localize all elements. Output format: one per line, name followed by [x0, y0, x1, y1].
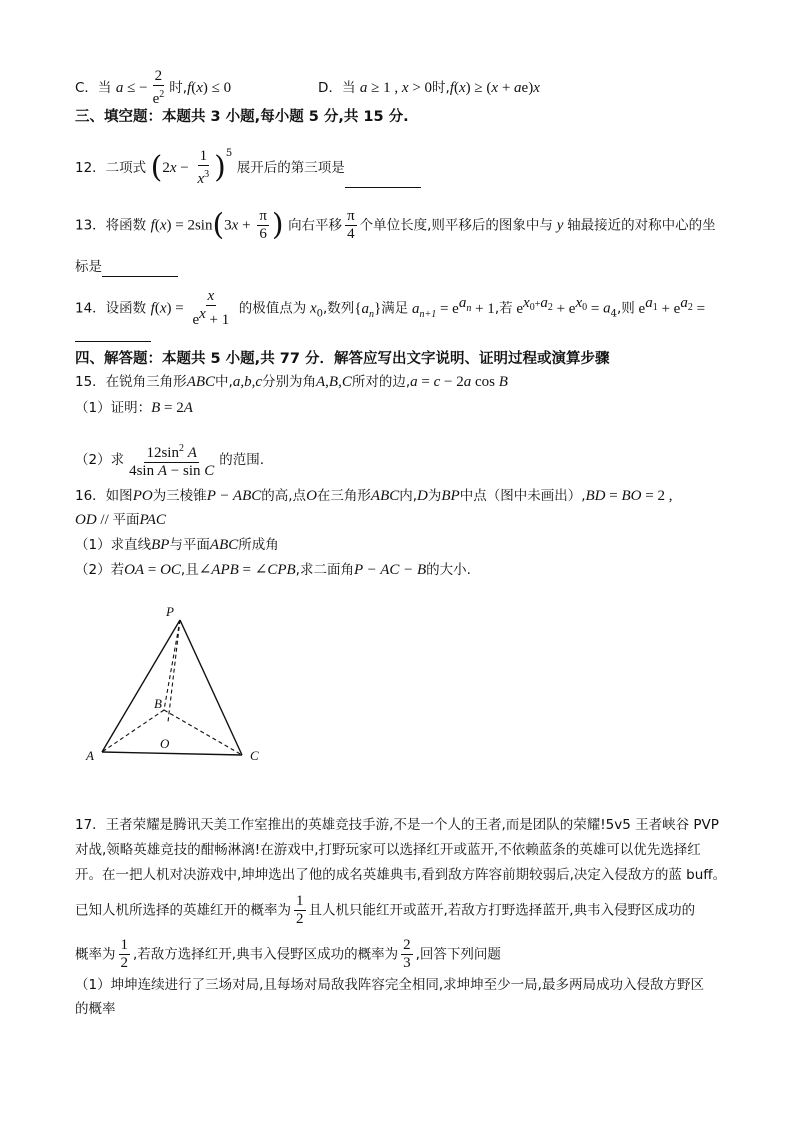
label-b: B	[154, 696, 162, 711]
q17-line5: 概率为 $\frac{1}{2}$ ,若敌方选择红开,典韦入侵野区成功的概率为 $\frac{2}{3}$ ,回答下列问题	[75, 937, 501, 971]
q14: 14．设函数 f(x) = $\frac{x}{e^x + 1}$ 的极值点为 $x_0$,数列$\{a_n\}$满足 $a_{n+1} = e^{a_n} + 1$,若 $e^{x_0+a_2} + e^{x_0} = a_4$,则 $e^{a_1} + e^{a_2}$ =	[75, 288, 706, 328]
q12: 12．二项式 (2x − $\frac{1}{x^3}$ )$^5$ 展开后的第三项是	[75, 148, 421, 188]
answer-blank[interactable]	[75, 327, 151, 342]
fraction: $\frac{2}{e^2}$	[152, 68, 165, 107]
q16-line2: OD // 平面PAC	[75, 512, 166, 528]
label-o: O	[160, 736, 170, 751]
option-d-label: D．当	[318, 80, 356, 96]
q13: 13．将函数 f(x) = 2sin(3x + $\frac{\pi}{6}$ ) 向右平移 $\frac{\pi}{4}$ 个单位长度,则平移后的图象中与 y 轴最接近的对称中心的坐	[75, 207, 716, 243]
pyramid-figure	[80, 600, 280, 770]
q15-part2: （2）求 $\frac{12\sin^2 A}{\text{4sin A − sin C}}$ 的范围.	[75, 440, 264, 480]
option-c-label: C．当	[75, 80, 112, 96]
label-p: P	[166, 604, 174, 619]
q17-line1: 17．王者荣耀是腾讯天美工作室推出的英雄竞技手游,不是一个人的王者,而是团队的荣耀!5v5 王者峡谷 PVP	[75, 817, 719, 833]
q17-line3: 开。在一把人机对决游戏中,坤坤选出了他的成名英雄典韦,看到敌方阵容前期较弱后,决定入侵敌方的蓝 buff。	[75, 867, 727, 883]
q14-line2	[75, 322, 151, 342]
answer-blank[interactable]	[345, 173, 421, 188]
edge-pa	[102, 620, 180, 752]
q15: 15．在锐角三角形ABC中,a,b,c分别为角A,B,C所对的边,a = c − 2a cos B	[75, 374, 508, 390]
height-po	[168, 620, 180, 722]
edge-ac	[102, 752, 242, 755]
section4-title: 四、解答题：本题共 5 小题,共 77 分．解答应写出文字说明、证明过程或演算步骤	[75, 351, 610, 367]
q17-line4: 已知人机所选择的英雄红开的概率为 $\frac{1}{2}$ 且人机只能红开或蓝开,若敌方打野选择蓝开,典韦入侵野区成功的	[75, 893, 696, 927]
q17-line2: 对战,领略英雄竞技的酣畅淋漓!在游戏中,打野玩家可以选择红开或蓝开,不依赖蓝条的英雄可以优先选择红	[75, 842, 701, 858]
q13-line2: 标是	[75, 257, 178, 277]
q16-part2: （2）若OA = OC,且∠APB = ∠CPB,求二面角P − AC − B的大小.	[75, 562, 471, 578]
q16: 16．如图PO为三棱锥P − ABC的高,点O在三角形ABC内,D为BP中点（图中未画出）,BD = BO = 2 ,	[75, 488, 673, 504]
q15-part1: （1）证明：B = 2A	[75, 400, 193, 416]
label-a: A	[86, 748, 94, 763]
answer-blank[interactable]	[102, 262, 178, 277]
q17-part1-line1: （1）坤坤连续进行了三场对局,且每场对局敌我阵容完全相同,求坤坤至少一局,最多两局成功入侵敌方野区	[75, 977, 704, 993]
q17-part1-line2: 的概率	[75, 1001, 116, 1017]
q16-part1: （1）求直线BP与平面ABC所成角	[75, 537, 279, 553]
section3-title: 三、填空题：本题共 3 小题,每小题 5 分,共 15 分.	[75, 109, 409, 125]
edge-pc	[180, 620, 242, 755]
label-c: C	[250, 748, 259, 763]
edge-ab	[102, 710, 164, 752]
edge-bc	[164, 710, 242, 755]
q11-options: C．当 a ≤ − $\frac{2}{e^2}$ 时,f(x) ≤ 0 D．当 a ≥ 1 , x > 0时,f(x) ≥ (x + ae)x	[75, 68, 540, 107]
